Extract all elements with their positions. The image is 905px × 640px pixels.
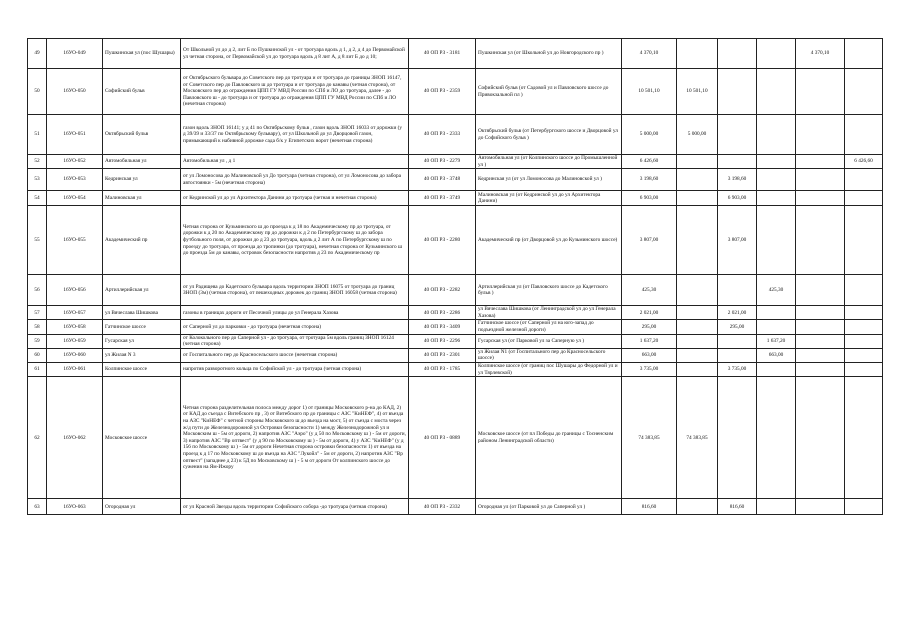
row-id: 16УО-054: [47, 191, 103, 206]
area-description: газоны в границах дороги от Песочной улицы до ул Генерала Хазова: [181, 306, 409, 320]
area-col-5: [845, 191, 883, 206]
area-col-1: [677, 348, 718, 362]
area-col-2: 3 198,60: [718, 169, 757, 191]
road-name: Московское шоссе: [103, 377, 181, 499]
road-name: ул Вячеслава Шишкова: [103, 306, 181, 320]
area-col-4: [796, 363, 845, 377]
area-col-5: [845, 69, 883, 115]
row-id: 16УО-051: [47, 115, 103, 155]
area-col-2: [718, 155, 757, 169]
total-area: 5 000,00: [622, 115, 677, 155]
road-code: 40 ОП РЗ - 2286: [409, 306, 476, 320]
area-col-4: [796, 306, 845, 320]
row-number: 58: [28, 320, 47, 334]
total-area: 295,00: [622, 320, 677, 334]
register-table: [27, 38, 883, 515]
row-id: 16УО-057: [47, 306, 103, 320]
road-name: Кедринская ул: [103, 169, 181, 191]
row-number: 59: [28, 334, 47, 348]
area-col-3: [757, 115, 796, 155]
road-code: 40 ОП РЗ - 0889: [409, 377, 476, 499]
area-col-2: [718, 275, 757, 306]
area-col-1: [677, 363, 718, 377]
area-col-1: 5 000,00: [677, 115, 718, 155]
area-description: от Саперной ул до парковки - до тротуара (нечетная сторона): [181, 320, 409, 334]
road-name: Софийский бульв: [103, 69, 181, 115]
table-row: [28, 69, 883, 115]
area-col-5: [845, 348, 883, 362]
area-col-5: 6 426,60: [845, 155, 883, 169]
area-col-4: [796, 348, 845, 362]
road-code: 40 ОП РЗ - 2359: [409, 69, 476, 115]
road-code: 40 ОП РЗ - 3749: [409, 191, 476, 206]
area-col-1: [677, 191, 718, 206]
table-row: [28, 334, 883, 348]
row-id: 16УО-059: [47, 334, 103, 348]
table-row: [28, 363, 883, 377]
row-number: 49: [28, 39, 47, 69]
road-extent: Автомобильная ул (от Колпинского шоссе до Промышленной ул ): [476, 155, 622, 169]
table-row: [28, 320, 883, 334]
area-col-5: [845, 169, 883, 191]
area-col-2: [718, 69, 757, 115]
area-col-1: 10 501,10: [677, 69, 718, 115]
area-description: от Госпитального пер до Красносельского шоссе (нечетная сторона): [181, 348, 409, 362]
area-col-2: 3 735,00: [718, 363, 757, 377]
road-extent: Московское шоссе (от пл Победы до границы с Тосненским районом Ленинградской области): [476, 377, 622, 499]
area-col-1: [677, 320, 718, 334]
area-col-4: [796, 320, 845, 334]
row-number: 53: [28, 169, 47, 191]
total-area: 816,60: [622, 499, 677, 515]
row-id: 16УО-060: [47, 348, 103, 362]
road-extent: Гусарская ул (от Парковой ул за Саперную ул ): [476, 334, 622, 348]
total-area: 3 198,60: [622, 169, 677, 191]
area-col-4: [796, 499, 845, 515]
road-code: 40 ОП РЗ - 3181: [409, 39, 476, 69]
road-name: Огородная ул: [103, 499, 181, 515]
area-col-1: 74 383,85: [677, 377, 718, 499]
road-code: 40 ОП РЗ - 3409: [409, 320, 476, 334]
road-code: 40 ОП РЗ - 2333: [409, 115, 476, 155]
area-col-3: [757, 306, 796, 320]
area-col-3: [757, 39, 796, 69]
area-col-2: 2 021,00: [718, 306, 757, 320]
row-id: 16УО-050: [47, 69, 103, 115]
row-id: 16УО-055: [47, 206, 103, 275]
road-extent: ул Вячеслава Шишкова (от Ленинградской ул до ул Генерала Хазова): [476, 306, 622, 320]
row-id: 16УО-061: [47, 363, 103, 377]
row-number: 61: [28, 363, 47, 377]
table-row: [28, 306, 883, 320]
area-col-3: [757, 320, 796, 334]
area-col-4: [796, 169, 845, 191]
road-extent: Софийский бульв (от Садовой ул и Павловского шоссе до Привокзальной пл ): [476, 69, 622, 115]
road-name: Гусарская ул: [103, 334, 181, 348]
total-area: 663,00: [622, 348, 677, 362]
area-col-3: [757, 363, 796, 377]
area-col-3: [757, 377, 796, 499]
area-description: напротив разворотного кольца по Софийской ул - до тротуара (четная сторона): [181, 363, 409, 377]
area-col-5: [845, 39, 883, 69]
road-name: Гатчинское шоссе: [103, 320, 181, 334]
area-col-1: [677, 306, 718, 320]
road-extent: ул Жилая N1 (от Госпитального пер до Красносельского шоссе): [476, 348, 622, 362]
road-code: 40 ОП РЗ - 2282: [409, 275, 476, 306]
table-row: [28, 191, 883, 206]
area-description: от ул Красной Звезды вдоль территории Софийского собора -до тротуара (четная сторона): [181, 499, 409, 515]
road-extent: Гатчинское шоссе (от Саперной ул на юго-запад до подъездной железной дороги): [476, 320, 622, 334]
area-col-3: [757, 155, 796, 169]
table-row: [28, 39, 883, 69]
total-area: 4 370,10: [622, 39, 677, 69]
road-code: 40 ОП РЗ - 2279: [409, 155, 476, 169]
area-col-1: [677, 39, 718, 69]
row-id: 16УО-049: [47, 39, 103, 69]
table-row: [28, 155, 883, 169]
road-code: 40 ОП РЗ - 3748: [409, 169, 476, 191]
area-col-1: [677, 155, 718, 169]
row-number: 52: [28, 155, 47, 169]
area-col-3: [757, 206, 796, 275]
area-col-4: [796, 115, 845, 155]
area-description: от Колокольного пер до Саперной ул - до тротуара, от тротуара 5м вдоль границ ЗНОП 16124 (четная сторона): [181, 334, 409, 348]
area-col-2: [718, 334, 757, 348]
road-name: Автомобильная ул: [103, 155, 181, 169]
area-col-5: [845, 320, 883, 334]
area-description: Четная сторона от Кузьминского ш до проезда к д 18 по Академическому пр до тротуара, от дорожки к д 20 по Академическому пр до дорожки к д 2 по Петербургскому ш до забора футбольного поля, от дорожки до д 23 до тротуара, вдоль д 2 лит А по Петербургскому ш по проезду до тротуара, от проезда до тропинки (до тротуара), нечетная сторона от Кузьминского ш до проезда 5м до канавы, островок безопасности напротив д 23 по Академическому пр: [181, 206, 409, 275]
area-col-4: [796, 69, 845, 115]
road-extent: Колпинское шоссе (от границ пос Шушары до Федорной ул и ул Тярлевской): [476, 363, 622, 377]
area-description: От Школьной ул до д 2, лит Б по Пушкинской ул - от тротуара вдоль д 1, д 2, д 4 до Первомайской ул четная сторона, от Первомайской ул до тротуара вдоль д 8 лит А, д 8 лит Б до д 10;: [181, 39, 409, 69]
road-extent: Академический пр (от Дворцовой ул до Кузьминского шоссе): [476, 206, 622, 275]
road-name: Пушкинская ул (пос Шушары): [103, 39, 181, 69]
row-number: 60: [28, 348, 47, 362]
area-description: от Октябрьского бульвара до Советского пер до тротуара и от тротуара до границы ЗНОП 16147, от Советского пер до Павловского ш до тротуара и от тротуара до канавы (четная сторона), от Московского пер до ограждения ЦПП ГУ МВД России по СПб и ЛО до тротуара, далее - до Павловского ш - до тротуара и от тротуара до ограждения ЦПП ГУ МВД России по СПб и ЛО (нечетная сторона): [181, 69, 409, 115]
area-col-5: [845, 334, 883, 348]
total-area: 1 637,20: [622, 334, 677, 348]
total-area: 425,30: [622, 275, 677, 306]
area-col-5: [845, 499, 883, 515]
road-name: Малиновская ул: [103, 191, 181, 206]
road-extent: Малиновская ул (от Кедринской ул до ул Архитектора Данини): [476, 191, 622, 206]
total-area: 6 426,60: [622, 155, 677, 169]
area-col-3: 1 637,20: [757, 334, 796, 348]
row-number: 57: [28, 306, 47, 320]
area-col-5: [845, 306, 883, 320]
area-col-3: [757, 191, 796, 206]
road-code: 40 ОП РЗ - 2296: [409, 334, 476, 348]
road-extent: Пушкинская ул (от Школьной ул до Новгородского пр ): [476, 39, 622, 69]
road-extent: Артиллерийская ул (от Павловского шоссе до Кадетского бульв ): [476, 275, 622, 306]
area-col-3: [757, 169, 796, 191]
table-row: [28, 499, 883, 515]
row-number: 62: [28, 377, 47, 499]
table-row: [28, 348, 883, 362]
road-name: Колпинское шоссе: [103, 363, 181, 377]
area-col-3: 425,30: [757, 275, 796, 306]
area-col-1: [677, 169, 718, 191]
road-extent: Кедринская ул (от ул Ломоносова до Малиновской ул ): [476, 169, 622, 191]
area-col-1: [677, 206, 718, 275]
area-col-1: [677, 275, 718, 306]
area-col-3: 663,00: [757, 348, 796, 362]
table-row: [28, 115, 883, 155]
table-row: [28, 275, 883, 306]
area-col-5: [845, 377, 883, 499]
total-area: 2 021,00: [622, 306, 677, 320]
area-col-2: [718, 115, 757, 155]
area-col-1: [677, 334, 718, 348]
road-name: ул Жилая N 3: [103, 348, 181, 362]
area-col-2: [718, 39, 757, 69]
area-col-2: [718, 348, 757, 362]
area-description: от ул Радищева до Кадетского бульвара вдоль территории ЗНОП 16075 от тротуара до границ ЗНОП (3м) (четная сторона), от пешеходных дорожек до границ ЗНОП 16058 (четная сторона): [181, 275, 409, 306]
table-row: [28, 169, 883, 191]
area-col-4: [796, 191, 845, 206]
area-col-2: [718, 377, 757, 499]
area-col-4: [796, 206, 845, 275]
road-code: 40 ОП РЗ - 2301: [409, 348, 476, 362]
area-col-5: [845, 275, 883, 306]
area-description: от ул Ломоносова до Малиновской ул До тротуара (четная сторона), от ул Ломоносова до забора автостоянки - 5м (нечетная сторона): [181, 169, 409, 191]
area-col-2: 295,00: [718, 320, 757, 334]
area-col-4: [796, 155, 845, 169]
row-id: 16УО-056: [47, 275, 103, 306]
row-id: 16УО-062: [47, 377, 103, 499]
row-id: 16УО-063: [47, 499, 103, 515]
row-number: 55: [28, 206, 47, 275]
road-code: 40 ОП РЗ - 2332: [409, 499, 476, 515]
road-extent: Октябрьский бульв (от Петербургского шоссе и Дворцовой ул до Софийского бульв ): [476, 115, 622, 155]
row-id: 16УО-052: [47, 155, 103, 169]
area-col-3: [757, 499, 796, 515]
area-col-5: [845, 363, 883, 377]
row-id: 16УО-058: [47, 320, 103, 334]
area-col-5: [845, 206, 883, 275]
road-code: 40 ОП РЗ - 1785: [409, 363, 476, 377]
road-name: Октябрьский бульв: [103, 115, 181, 155]
area-col-4: 4 370,10: [796, 39, 845, 69]
road-code: 40 ОП РЗ - 2280: [409, 206, 476, 275]
area-col-2: 816,60: [718, 499, 757, 515]
road-extent: Огородная ул (от Парковой ул до Саперной ул ): [476, 499, 622, 515]
row-number: 51: [28, 115, 47, 155]
area-col-2: 3 807,00: [718, 206, 757, 275]
row-number: 50: [28, 69, 47, 115]
area-description: от Кедринской ул до ул Архитектора Данини до тротуара (четная и нечетная сторона): [181, 191, 409, 206]
row-number: 63: [28, 499, 47, 515]
total-area: 74 383,85: [622, 377, 677, 499]
row-id: 16УО-053: [47, 169, 103, 191]
area-col-5: [845, 115, 883, 155]
row-number: 54: [28, 191, 47, 206]
area-col-1: [677, 499, 718, 515]
row-number: 56: [28, 275, 47, 306]
total-area: 3 807,00: [622, 206, 677, 275]
total-area: 10 501,10: [622, 69, 677, 115]
table-body: [28, 39, 883, 515]
road-name: Артиллерийская ул: [103, 275, 181, 306]
area-col-2: 6 903,00: [718, 191, 757, 206]
table-row: [28, 377, 883, 499]
total-area: 3 735,00: [622, 363, 677, 377]
table-row: [28, 206, 883, 275]
area-col-4: [796, 334, 845, 348]
road-name: Академический пр: [103, 206, 181, 275]
area-description: газон вдоль ЗНОП 16141; у д 41 по Октябрьскому бульв , газон вдоль ЗНОП 16033 от дорожки (у д 39/39 и 33/37 по Октябрьскому бульвару), от ул Школьной до ул Дворцовой газон, примыкающий к набивной дорожке сада б/к у Египетских ворот (нечетная сторона): [181, 115, 409, 155]
total-area: 6 903,00: [622, 191, 677, 206]
area-col-4: [796, 377, 845, 499]
area-description: Четная сторона разделительная полоса между дорог 1) от границы Московского р-на до КАД, 2) от КАД до съезда с Витебского пр , 3) от Витебского пр до границы с АЗС "КиНЕФ", 4) от въезда на АЗС "КиНЕФ" с четной стороны Московского ш до въезда на мост, 5) от съезда с моста через ж/д пути до Железнодорожной ул Островки безопасности 1) между Железнодорожной ул и Московским ш - 5м от дороги, 2) напротив АЗС "Аэро" (у д 50 по Московскому ш ) - 5м от дороги, 3) напротив АЗС "Вр оптвест" (у д 90 по Московскому ш ) - 5м от дороги, 4) у АЗС "КиНЕФ" (у д 156 по Московскому ш ) - 5м от дороги Нечетная сторона островки безопасности 1) от въезда на проезд к д 17 по Московскому ш до въезда на АЗС "Лукойл" - 5м от дороги, 2) напротив АЗС "Вр оптвест" (западнее д 23) к 5Д по Московскому ш ) - 5 м от дороги От колпинского шоссе до сужения на Ям-Ижору: [181, 377, 409, 499]
area-col-4: [796, 275, 845, 306]
area-description: Автомобильная ул , д 1: [181, 155, 409, 169]
area-col-3: [757, 69, 796, 115]
